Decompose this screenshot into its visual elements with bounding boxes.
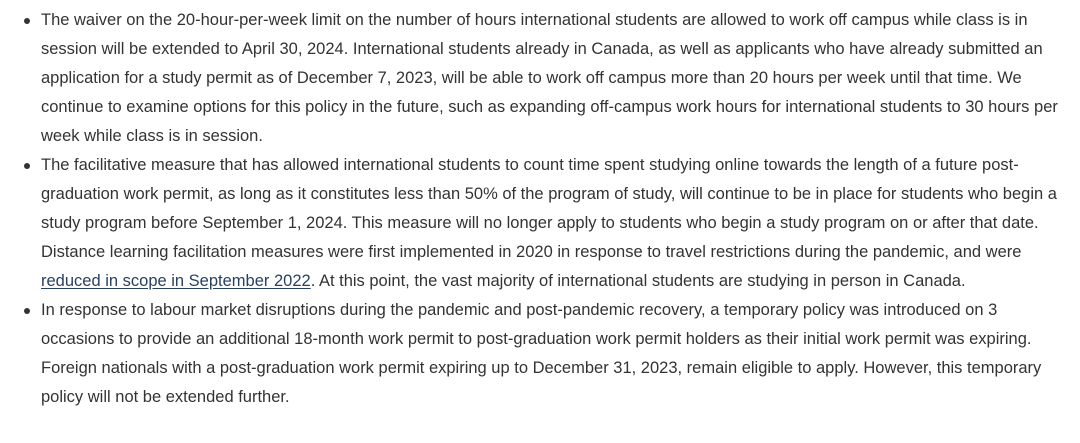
list-item-text: The waiver on the 20-hour-per-week limit on the number of hours international students are allowed to work off campus while class is in session will be extended to April 30, 2024. International students already in Canada, as well as applicants who have already submitted an application for a study permit as of December 7, 2023, will be able to work off campus more than 20 hours per week until that time. We continue to examine options for this policy in the future, such as expanding off-campus work hours for international students to 30 hours per week while class is in session.: [41, 11, 1058, 145]
bullet-icon: [24, 163, 30, 169]
list-item-distance-learning: [41, 151, 1068, 296]
bullet-icon: [24, 18, 30, 24]
list-item-text-after-link: . At this point, the vast majority of international students are studying in person in Canada.: [310, 272, 966, 290]
list-item-work-hours-waiver: [41, 6, 1068, 151]
bullet-icon: [24, 308, 30, 314]
list-item-text-before-link: The facilitative measure that has allowed international students to count time spent studying online towards the length of a future post-graduation work permit, as long as it constitutes less than 50% of the program of study, will continue to be in place for students who begin a study program before September 1, 2024. This measure will no longer apply to students who begin a study program on or after that date. Distance learning facilitation measures were first implemented in 2020 in response to travel restrictions during the pandemic, and were: [41, 156, 1057, 261]
list-item-pgwp-extension: [41, 296, 1068, 412]
bulleted-list: [0, 6, 1068, 412]
reduced-in-scope-link[interactable]: reduced in scope in September 2022: [41, 272, 311, 290]
list-item-text: In response to labour market disruptions during the pandemic and post-pandemic recovery, a temporary policy was introduced on 3 occasions to provide an additional 18-month work permit to post-graduation work permit holders as their initial work permit was expiring. Foreign nationals with a post-graduation work permit expiring up to December 31, 2023, remain eligible to apply. However, this temporary policy will not be extended further.: [41, 301, 1042, 406]
